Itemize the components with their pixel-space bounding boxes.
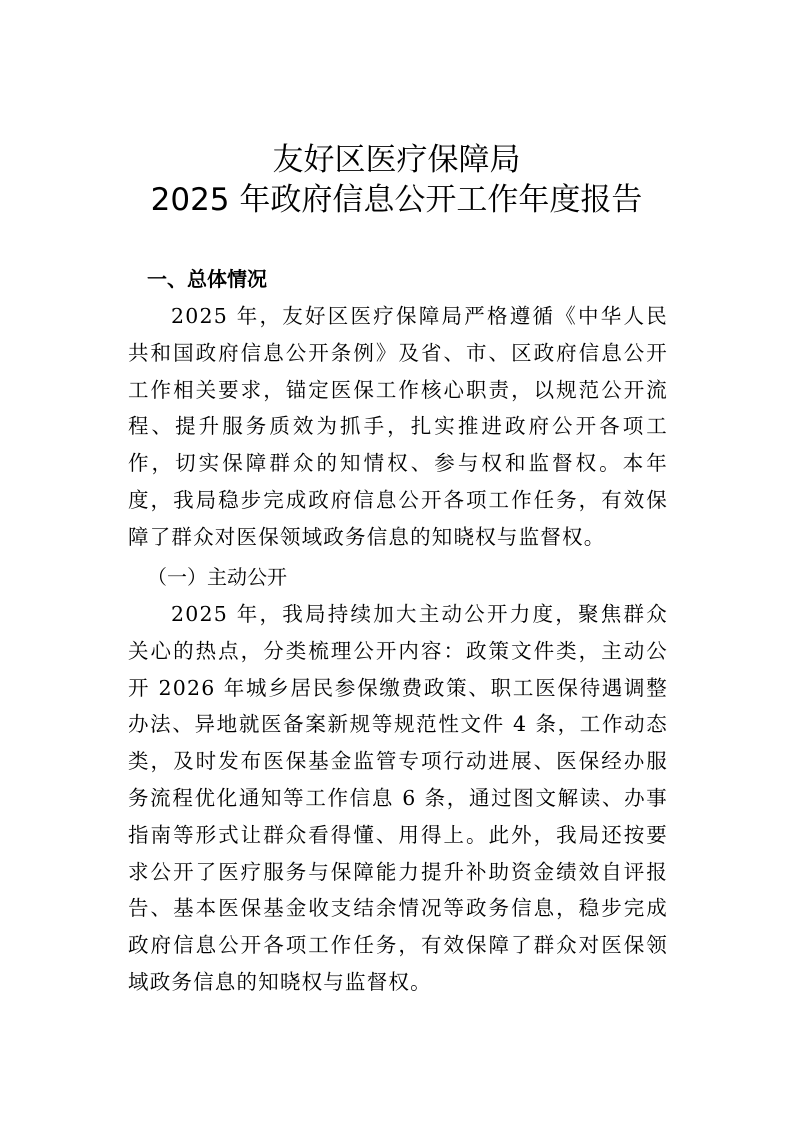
report-title-line-2: 2025 年政府信息公开工作年度报告 <box>150 182 643 218</box>
section-heading-overview: 一、总体情况 <box>147 267 267 291</box>
overview-paragraph: 2025 年，友好区医疗保障局严格遵循《中华人民共和国政府信息公开条例》及省、市、区政府信息公开工作相关要求，锚定医保工作核心职责，以规范公开流程、提升服务质效为抓手，扎实推进政府公开各项工作，切实保障群众的知情权、参与权和监督权。本年度，我局稳步完成政府信息公开各项工作任务，有效保障了群众对医保领域政务信息的知晓权与监督权。 <box>128 304 668 549</box>
report-title-line-1: 友好区医疗保障局 <box>272 142 521 178</box>
subsection-heading-proactive-disclosure: （一）主动公开 <box>147 565 287 589</box>
proactive-disclosure-paragraph: 2025 年，我局持续加大主动公开力度，聚焦群众关心的热点，分类梳理公开内容：政策文件类，主动公开 2026 年城乡居民参保缴费政策、职工医保待遇调整办法、异地就医备案新规等规范性文件 4 条，工作动态类，及时发布医保基金监管专项行动进展、医保经办服务流程优化通知等工作信息 6 条，通过图文解读、办事指南等形式让群众看得懂、用得上。此外，我局还按要求公开了医疗服务与保障能力提升补助资金绩效自评报告、基本医保基金收支结余情况等政务信息，稳步完成政府信息公开各项工作任务，有效保障了群众对医保领域政务信息的知晓权与监督权。 <box>128 602 668 994</box>
